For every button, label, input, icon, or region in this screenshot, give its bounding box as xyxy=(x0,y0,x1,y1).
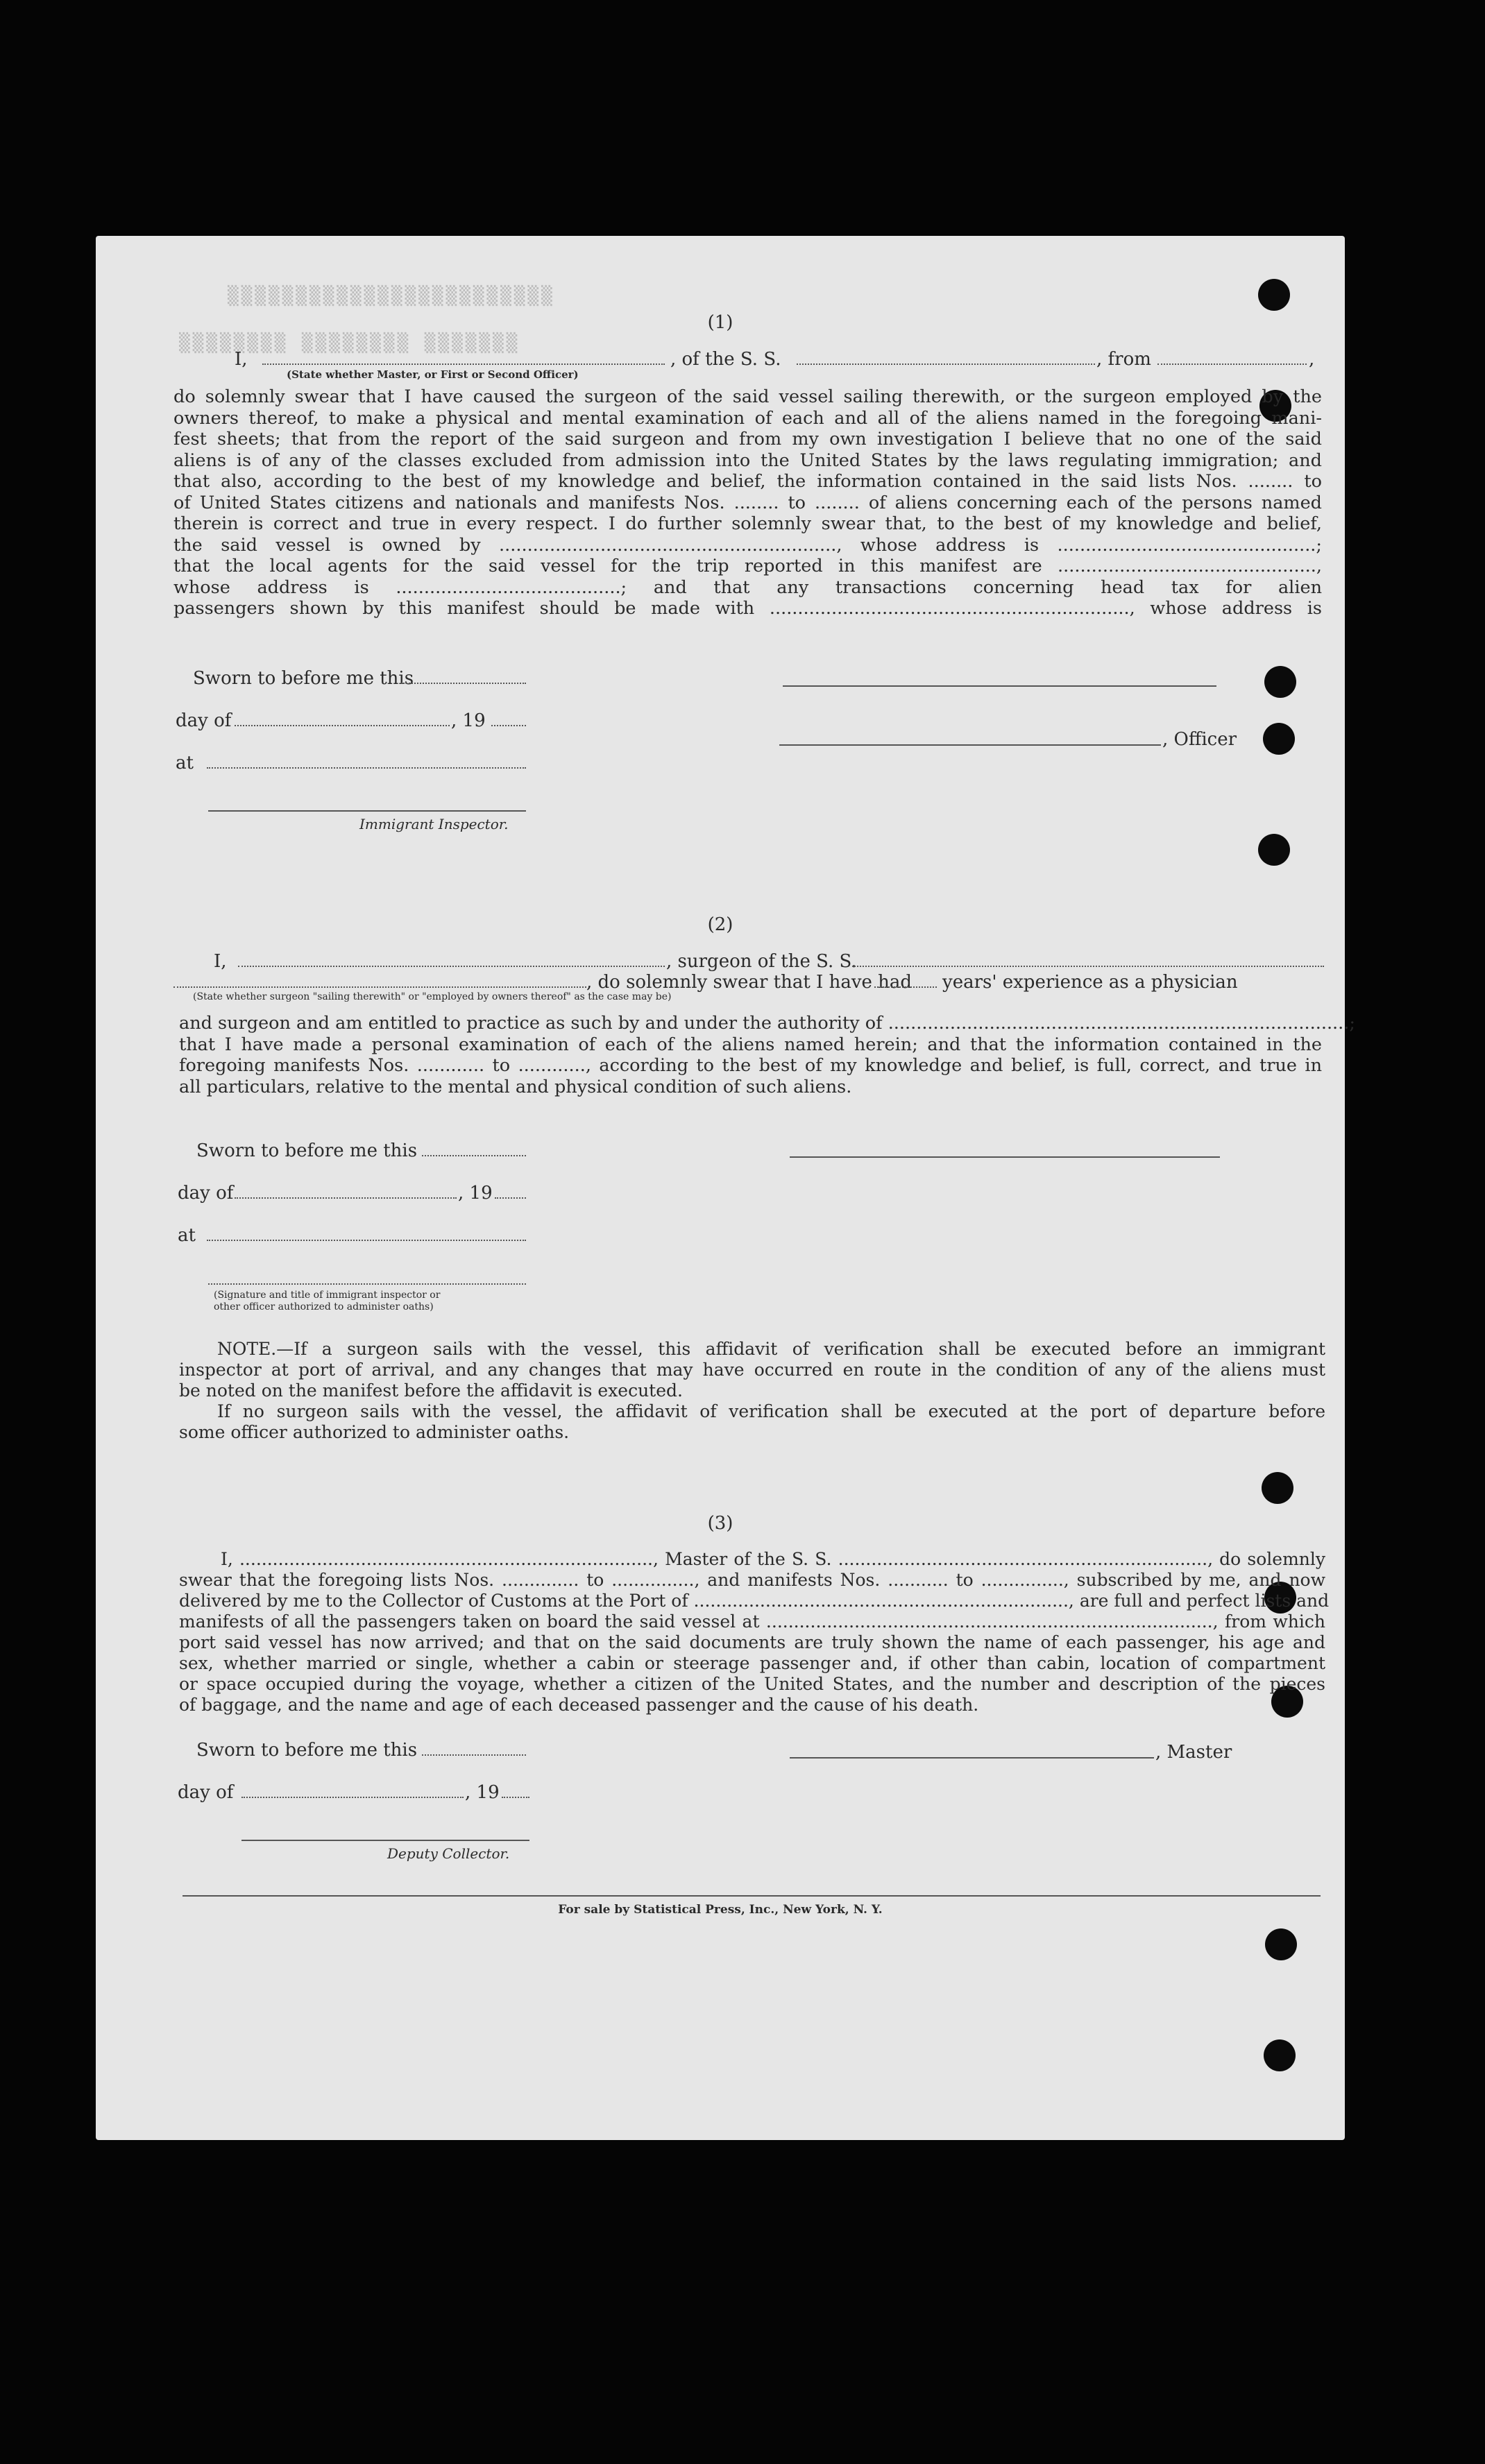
section-1-number: (1) xyxy=(707,312,733,333)
sworn-date-field-3[interactable] xyxy=(422,1754,526,1756)
note-paragraph xyxy=(179,1339,1325,1443)
signature-note-2: other officer authorized to administer oaths) xyxy=(214,1301,434,1312)
punch-hole xyxy=(1264,666,1296,698)
note-line: If no surgeon sails with the vessel, the affidavit of verification shall be executed at the port of departure before xyxy=(217,1401,1325,1421)
officer-title-field[interactable] xyxy=(262,363,665,365)
note-line: be noted on the manifest before the affidavit is executed. xyxy=(179,1380,683,1401)
day-of-label-3: day of xyxy=(178,1782,234,1803)
oath-line: of United States citizens and nationals and manifests Nos. ........ to ........ of aliens concerning each of the persons named xyxy=(173,492,1322,513)
official-signature-line[interactable] xyxy=(208,1283,526,1285)
at-label-1: at xyxy=(176,753,194,773)
oath-line: the said vessel is owned by ............................................................, whose address is ..............................................; xyxy=(173,534,1322,556)
from-label: , from xyxy=(1096,349,1151,370)
section-2-oath xyxy=(179,1013,1355,1097)
section-3-oath xyxy=(179,1549,1330,1716)
oath-line: and surgeon and am entitled to practice as such by and under the authority of ..................................................................................; xyxy=(179,1013,1355,1034)
section-1-i: I, xyxy=(235,349,248,370)
oath-line: swear that the foregoing lists Nos. .............. to ..............., and manifests Nos. ........... to ..............., subscribed by me, and now xyxy=(179,1570,1325,1590)
comma: , xyxy=(1309,349,1315,370)
note-line: some officer authorized to administer oaths. xyxy=(179,1422,570,1442)
oath-line: that I have made a personal examination of each of the aliens named herein; and that the information contained in the xyxy=(179,1034,1322,1055)
years-experience-label: years' experience as a physician xyxy=(942,972,1238,993)
signature-note-1: (Signature and title of immigrant inspector or xyxy=(214,1290,441,1301)
oath-line: all particulars, relative to the mental and physical condition of such aliens. xyxy=(179,1076,852,1097)
footer-rule xyxy=(183,1895,1321,1897)
oath-line: that also, according to the best of my knowledge and belief, the information contained in the said lists Nos. ........ to xyxy=(173,471,1322,492)
day-of-label-2: day of xyxy=(178,1183,234,1204)
signature-line-1a[interactable] xyxy=(783,685,1216,687)
oath-line: or space occupied during the voyage, whether a citizen of the United States, and the number and description of the pieces xyxy=(179,1674,1325,1694)
year-field-1[interactable] xyxy=(491,725,526,726)
surgeon-name-field[interactable] xyxy=(238,966,665,967)
of-ss-label: , of the S. S. xyxy=(670,349,781,370)
note-line: NOTE.—If a surgeon sails with the vessel, this affidavit of verification shall be executed before an immigrant xyxy=(217,1339,1325,1359)
punch-hole xyxy=(1263,723,1295,755)
oath-line: foregoing manifests Nos. ............ to ............, according to the best of my knowledge and belief, is full, correct, and true in xyxy=(179,1055,1322,1076)
oath-line: whose address is ........................................; and that any transactions concerning head tax for alien xyxy=(173,576,1322,598)
year-label-3: , 19 xyxy=(465,1782,500,1803)
sworn-label-1: Sworn to before me this xyxy=(193,668,414,689)
oath-line: manifests of all the passengers taken on board the said vessel at ................................................................................., from which xyxy=(179,1611,1325,1632)
year-label-2: , 19 xyxy=(458,1183,493,1204)
vessel-name-field[interactable] xyxy=(797,363,1095,365)
officer-label: , Officer xyxy=(1162,729,1237,750)
officer-signature-line[interactable] xyxy=(779,744,1161,746)
oath-line: delivered by me to the Collector of Customs at the Port of ...................................................................., are full and perfect lists and xyxy=(179,1591,1330,1611)
bleed-through-mark: ▒▒▒▒▒▒▒▒ ▒▒▒▒▒▒▒▒ ▒▒▒▒▒▒▒ xyxy=(179,333,520,354)
punch-hole xyxy=(1262,1472,1293,1504)
year-field-2[interactable] xyxy=(495,1197,526,1199)
section-1-oath xyxy=(173,386,1322,619)
master-signature-line[interactable] xyxy=(790,1757,1154,1759)
surgeon-signature-line[interactable] xyxy=(790,1156,1220,1158)
surgeon-status-field[interactable] xyxy=(173,986,586,988)
master-label: , Master xyxy=(1155,1742,1232,1763)
punch-hole xyxy=(1258,279,1290,311)
deputy-signature-line[interactable] xyxy=(241,1840,529,1841)
oath-line: do solemnly swear that I have caused the surgeon of the said vessel sailing therewith, or the surgeon employed by the xyxy=(173,386,1322,407)
surgeon-of-ss-label: , surgeon of the S. S. xyxy=(666,951,857,972)
punch-hole xyxy=(1264,2039,1296,2071)
at-label-2: at xyxy=(178,1225,196,1246)
oath-line: port said vessel has now arrived; and that on the said documents are truly shown the name of each passenger, his age and xyxy=(179,1632,1325,1652)
deputy-collector-label: Deputy Collector. xyxy=(387,1845,510,1862)
years-field[interactable] xyxy=(874,986,937,988)
oath-line: that the local agents for the said vessel for the trip reported in this manifest are .............................................., xyxy=(173,556,1322,576)
sworn-label-3: Sworn to before me this xyxy=(196,1740,418,1761)
year-label-1: , 19 xyxy=(451,710,486,731)
year-field-3[interactable] xyxy=(502,1797,529,1798)
punch-hole xyxy=(1258,834,1290,866)
day-of-field-3[interactable] xyxy=(241,1797,464,1798)
oath-line: therein is correct and true in every respect. I do further solemnly swear that, to the best of my knowledge and belief, xyxy=(173,513,1322,534)
surgeon-status-hint: (State whether surgeon "sailing therewith" or "employed by owners thereof" as the case may be) xyxy=(193,991,672,1002)
day-of-field-1[interactable] xyxy=(235,725,450,726)
swear-years-label: , do solemnly swear that I have had xyxy=(586,972,913,993)
section-2-number: (2) xyxy=(707,914,733,935)
oath-line: aliens is of any of the classes excluded from admission into the United States by the laws regulating immigration; and xyxy=(173,450,1322,471)
at-field-1[interactable] xyxy=(207,767,526,769)
manifest-page xyxy=(96,236,1355,2140)
oath-line: I, ..........................................................................., Master of the S. S. ..................................................................., do solemnly xyxy=(221,1549,1325,1569)
section-2-i: I, xyxy=(214,951,227,972)
sworn-date-field-1[interactable] xyxy=(401,683,526,684)
bleed-through-mark: ▒▒▒▒▒▒▒▒▒▒▒▒▒▒▒▒▒▒▒▒▒▒▒▒ xyxy=(228,286,555,307)
day-of-label-1: day of xyxy=(176,710,232,731)
printer-imprint: For sale by Statistical Press, Inc., New York, N. Y. xyxy=(558,1903,883,1917)
oath-line: passengers shown by this manifest should be made with ................................................................, whose address is xyxy=(173,598,1322,619)
sworn-label-2: Sworn to before me this xyxy=(196,1140,418,1161)
inspector-signature-line[interactable] xyxy=(208,810,526,812)
from-port-field[interactable] xyxy=(1157,363,1307,365)
oath-line: fest sheets; that from the report of the said surgeon and from my own investigation I believe that no one of the said xyxy=(173,429,1322,450)
surgeon-vessel-field[interactable] xyxy=(852,966,1324,967)
oath-line: owners thereof, to make a physical and mental examination of each and all of the aliens named in the foregoing mani- xyxy=(173,407,1322,429)
at-field-2[interactable] xyxy=(207,1240,526,1241)
inspector-label: Immigrant Inspector. xyxy=(359,816,509,832)
sworn-date-field-2[interactable] xyxy=(422,1155,526,1156)
officer-title-hint: (State whether Master, or First or Second Officer) xyxy=(287,368,579,381)
oath-line: sex, whether married or single, whether a cabin or steerage passenger and, if other than cabin, location of compartment xyxy=(179,1653,1325,1673)
oath-line: of baggage, and the name and age of each deceased passenger and the cause of his death. xyxy=(179,1695,979,1715)
punch-hole xyxy=(1265,1928,1297,1960)
note-line: inspector at port of arrival, and any changes that may have occurred en route in the condition of any of the aliens must xyxy=(179,1360,1325,1380)
section-3-number: (3) xyxy=(707,1513,733,1534)
day-of-field-2[interactable] xyxy=(235,1197,457,1199)
